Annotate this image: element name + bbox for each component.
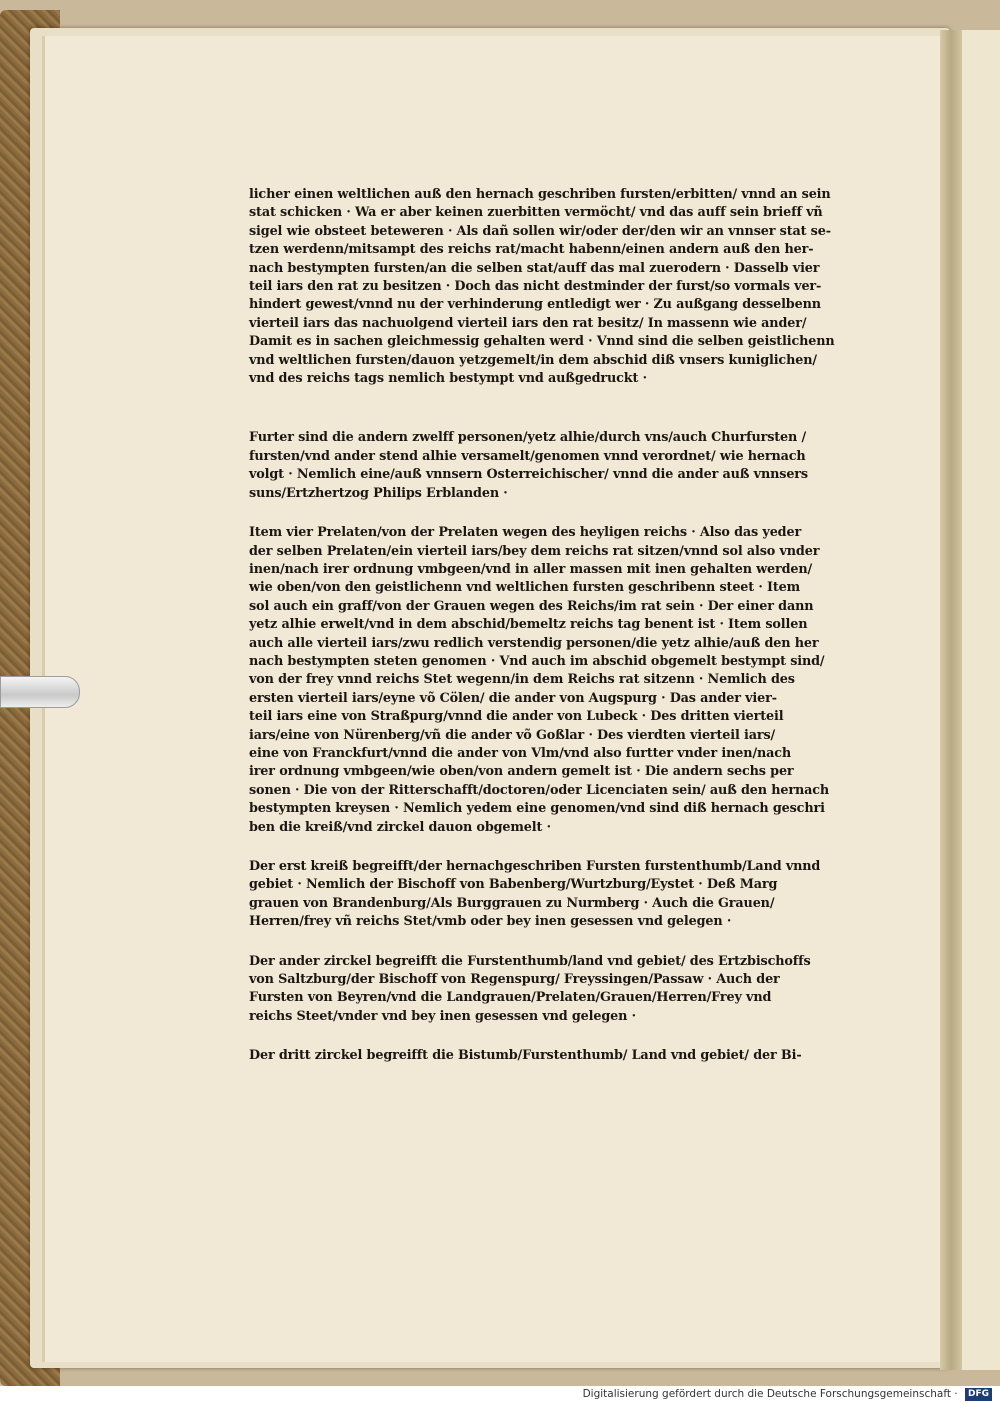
text-line: grauen von Brandenburg/Als Burggrauen zu Nurmberg · Auch die Grauen/ <box>249 895 775 911</box>
text-line: ben die kreiß/vnd zirckel dauon obgemelt · <box>249 819 551 835</box>
text-line: fursten/vnd ander stend alhie versamelt/genomen vnnd verordnet/ wie hernach <box>249 448 806 464</box>
text-line: vnd weltlichen fursten/dauon yetzgemelt/in dem abschid diß vnsers kuniglichen/ <box>249 352 817 368</box>
text-line: bestympten kreysen · Nemlich yedem eine genomen/vnd sind diß hernach geschri <box>249 801 825 817</box>
printed-text-block <box>249 186 835 1066</box>
text-line: Furter sind die andern zwelff personen/yetz alhie/durch vns/auch Churfursten / <box>249 430 806 446</box>
page-holder-clip <box>0 676 80 708</box>
text-line: auch alle vierteil iars/zwu redlich verstendig personen/die yetz alhie/auß den her <box>249 635 819 651</box>
credit-text: Digitalisierung gefördert durch die Deutsche Forschungsgemeinschaft · <box>582 1388 958 1400</box>
text-line: Fursten von Beyren/vnd die Landgrauen/Prelaten/Grauen/Herren/Frey vnd <box>249 990 772 1006</box>
text-line: stat schicken · Wa er aber keinen zuerbitten vermöcht/ vnd das auff sein brieff vñ <box>249 205 823 221</box>
text-line: suns/Ertzhertzog Philips Erblanden · <box>249 485 508 501</box>
text-line: sonen · Die von der Ritterschafft/doctoren/oder Licenciaten sein/ auß den hernach <box>249 782 830 798</box>
text-line: nach bestympten steten genomen · Vnd auch im abschid obgemelt bestympt sind/ <box>249 653 825 669</box>
paragraph <box>249 186 835 388</box>
digitization-credit <box>583 1386 992 1403</box>
text-line: Herren/frey vñ reichs Stet/vmb oder bey inen gesessen vnd gelegen · <box>249 914 732 930</box>
text-line: tzen werdenn/mitsampt des reichs rat/macht habenn/einen andern auß den her- <box>249 242 814 258</box>
text-line: reichs Steet/vnder vnd bey inen gesessen vnd gelegen · <box>249 1008 636 1024</box>
text-line: wie oben/von den geistlichenn vnd weltlichen fursten geschribenn steet · Item <box>249 580 800 596</box>
facing-page-edge <box>962 30 1000 1370</box>
text-line: Der dritt zirckel begreifft die Bistumb/Furstenthumb/ Land vnd gebiet/ der Bi- <box>249 1048 802 1064</box>
paragraph <box>249 1047 825 1065</box>
text-line: teil iars eine von Straßpurg/vnnd die ander von Lubeck · Des dritten vierteil <box>249 709 784 725</box>
text-line: teil iars den rat zu besitzen · Doch das nicht destminder der furst/so vormals ver- <box>249 279 822 295</box>
text-line: ersten vierteil iars/eyne võ Cölen/ die ander von Augspurg · Das ander vier- <box>249 690 777 706</box>
text-line: von der frey vnnd reichs Stet wegenn/in dem Reichs rat sitzenn · Nemlich des <box>249 672 795 688</box>
paragraph <box>249 524 830 837</box>
text-line: inen/nach irer ordnung vmbgeen/vnd in aller massen mit inen gehalten werden/ <box>249 561 813 577</box>
text-line: eine von Franckfurt/vnnd die ander von Vlm/vnd also furtter vnder inen/nach <box>249 745 792 761</box>
text-line: vierteil iars das nachuolgend vierteil iars den rat besitz/ In massenn wie ander/ <box>249 315 807 331</box>
text-line: Damit es in sachen gleichmessig gehalten werd · Vnnd sind die selben geistlichenn <box>249 334 835 350</box>
paragraph <box>249 429 825 503</box>
text-line: hindert gewest/vnnd nu der verhinderung entledigt wer · Zu außgang desselbenn <box>249 297 821 313</box>
text-line: der selben Prelaten/ein vierteil iars/bey dem reichs rat sitzen/vnnd sol also vnder <box>249 543 820 559</box>
paragraph <box>249 858 825 932</box>
text-line: sigel wie obsteet beteweren · Als dañ sollen wir/oder der/den wir an vnnser stat se- <box>249 223 831 239</box>
text-line: yetz alhie erwelt/vnd in dem abschid/bemeltz reichs tag benent ist · Item sollen <box>249 617 808 633</box>
text-line: von Saltzburg/der Bischoff von Regenspurg/ Freyssingen/Passaw · Auch der <box>249 972 780 988</box>
book-gutter <box>940 30 962 1370</box>
text-line: vnd des reichs tags nemlich bestympt vnd außgedruckt · <box>249 371 647 387</box>
text-line: sol auch ein graff/von der Grauen wegen des Reichs/im rat sein · Der einer dann <box>249 598 814 614</box>
text-line: gebiet · Nemlich der Bischoff von Babenberg/Wurtzburg/Eystet · Deß Marg <box>249 877 778 893</box>
text-line: Item vier Prelaten/von der Prelaten wegen des heyligen reichs · Also das yeder <box>249 525 802 541</box>
text-line: iars/eine von Nürenberg/vñ die ander võ Goßlar · Des vierdten vierteil iars/ <box>249 727 776 743</box>
text-line: nach bestympten fursten/an die selben stat/auff das mal zuerodern · Dasselb vier <box>249 260 820 276</box>
text-line: licher einen weltlichen auß den hernach geschriben fursten/erbitten/ vnnd an sein <box>249 187 831 202</box>
text-line: volgt · Nemlich eine/auß vnnsern Osterreichischer/ vnnd die ander auß vnnsers <box>249 467 808 483</box>
text-line: Der erst kreiß begreifft/der hernachgeschriben Fursten furstenthumb/Land vnnd <box>249 859 821 874</box>
paragraph <box>249 953 825 1027</box>
text-line: irer ordnung vmbgeen/wie oben/von andern gemelt ist · Die andern sechs per <box>249 764 794 780</box>
text-line: Der ander zirckel begreifft die Furstenthumb/land vnd gebiet/ des Ertzbischoffs <box>249 953 811 969</box>
dfg-logo: DFG <box>965 1388 992 1401</box>
